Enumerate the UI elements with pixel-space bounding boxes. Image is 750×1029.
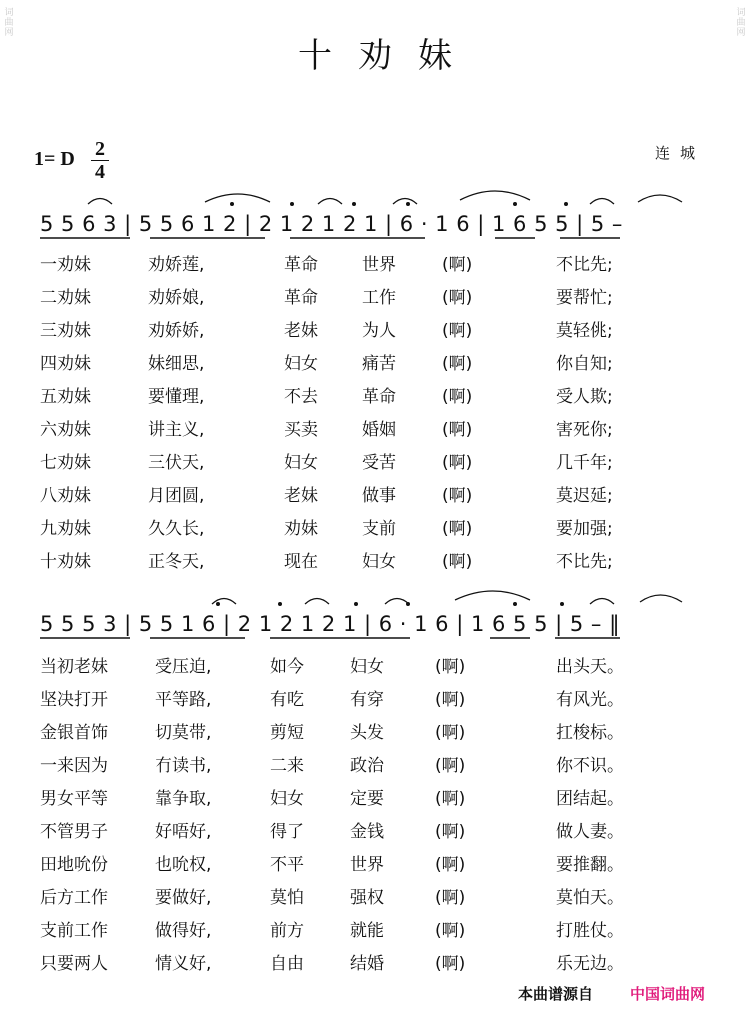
lyric-cell: 妹细思, (148, 354, 205, 374)
lyric-cell: 要推翻。 (556, 855, 624, 875)
time-signature-top: 2 (95, 138, 105, 160)
lyric-cell: (啊) (442, 321, 473, 341)
lyric-cell: 害死你; (556, 420, 613, 440)
lyric-cell: 支前 (362, 519, 396, 539)
lyric-cell: 扛梭标。 (556, 723, 624, 743)
slur (638, 195, 682, 202)
lyric-cell: 头发 (350, 723, 384, 743)
slur (455, 591, 530, 600)
lyric-cell: 三伏天, (148, 453, 205, 473)
lyric-cell: 出头天。 (556, 657, 624, 677)
key-signature: 1= D (34, 148, 75, 170)
lyric-cell: 世界 (362, 255, 396, 275)
lyric-cell: 四劝妹 (40, 354, 91, 374)
lyric-cell: (啊) (435, 954, 466, 974)
slur (305, 599, 329, 605)
lyric-cell: 二劝妹 (40, 288, 91, 308)
lyric-cell: (啊) (435, 888, 466, 908)
lyric-cell: (啊) (442, 486, 473, 506)
lyric-cell: 金钱 (350, 822, 384, 842)
slur (460, 191, 530, 200)
lyric-cell: 定要 (350, 789, 384, 809)
high-dot (230, 202, 234, 206)
slur (205, 194, 270, 202)
lyric-cell: 妇女 (350, 657, 384, 677)
lyric-cell: 妇女 (284, 453, 318, 473)
lyric-cell: 做事 (362, 486, 396, 506)
lyric-cell: 剪短 (270, 723, 304, 743)
high-dot (564, 202, 568, 206)
lyric-cell: 婚姻 (362, 420, 396, 440)
lyric-cell: (啊) (442, 519, 473, 539)
lyric-cell: 为人 (362, 321, 396, 341)
lyric-cell: 前方 (270, 921, 304, 941)
lyric-cell: 切莫带, (155, 723, 212, 743)
high-dot (560, 602, 564, 606)
lyric-cell: 自由 (270, 954, 304, 974)
lyric-cell: 田地吮份 (40, 855, 108, 875)
lyric-cell: (啊) (442, 354, 473, 374)
lyric-cell: 一劝妹 (40, 255, 91, 275)
lyric-cell: 强权 (350, 888, 384, 908)
lyric-cell: 做得好, (155, 921, 212, 941)
lyric-cell: 劝娇娘, (148, 288, 205, 308)
source-label: 本曲谱源自 (518, 985, 594, 1003)
lyric-cell: 你不识。 (556, 756, 624, 776)
slur (393, 199, 417, 205)
lyric-cell: 十劝妹 (40, 552, 91, 572)
high-dot (278, 602, 282, 606)
slur (318, 199, 342, 205)
lyric-cell: 要加强; (556, 519, 613, 539)
lyric-cell: 三劝妹 (40, 321, 91, 341)
lyric-cell: 月团圆, (148, 486, 205, 506)
lyric-cell: 老妹 (284, 321, 318, 341)
lyric-cell: (啊) (442, 552, 473, 572)
lyric-cell: 革命 (284, 255, 318, 275)
lyric-cell: 革命 (284, 288, 318, 308)
lyric-cell: 正冬天, (148, 552, 205, 572)
lyric-cell: 劝娇娇, (148, 321, 205, 341)
lyric-cell: (啊) (435, 657, 466, 677)
lyric-cell: (啊) (442, 387, 473, 407)
lyric-cell: 靠争取, (155, 789, 212, 809)
lyric-cell: (啊) (442, 288, 473, 308)
lyric-cell: 支前工作 (40, 921, 108, 941)
lyric-cell: 后方工作 (40, 888, 108, 908)
lyric-cell: 要做好, (155, 888, 212, 908)
lyric-cell: 讲主义, (148, 420, 205, 440)
lyric-cell: 受苦 (362, 453, 396, 473)
high-dot (290, 202, 294, 206)
lyric-cell: 好唔好, (155, 822, 212, 842)
lyric-cell: 八劝妹 (40, 486, 91, 506)
lyric-cell: (啊) (442, 420, 473, 440)
slur (640, 595, 682, 602)
lyric-cell: 七劝妹 (40, 453, 91, 473)
lyric-cell: 六劝妹 (40, 420, 91, 440)
lyric-cell: 政治 (350, 756, 384, 776)
slur (590, 199, 614, 205)
lyric-cell: 不比先; (556, 552, 613, 572)
lyric-cell: 革命 (362, 387, 396, 407)
lyric-cell: 不比先; (556, 255, 613, 275)
slur (590, 599, 614, 605)
lyric-cell: 团结起。 (556, 789, 624, 809)
high-dot (406, 602, 410, 606)
lyric-cell: 有风光。 (556, 690, 624, 710)
lyric-cell: 乐无边。 (556, 954, 624, 974)
lyric-cell: 要帮忙; (556, 288, 613, 308)
staff1-notes: 5 5 6 3 | 5 5 6 1 2 | 2 1 2 1 2 1 | 6 · 1 6 | 1 6 5 5 | 5 – (40, 212, 623, 236)
lyric-cell: 平等路, (155, 690, 212, 710)
lyric-cell: 有吃 (270, 690, 304, 710)
time-signature-bottom: 4 (95, 161, 105, 183)
lyric-cell: (啊) (442, 453, 473, 473)
lyric-cell: 如今 (270, 657, 304, 677)
lyric-cell: 也吮权, (155, 855, 212, 875)
lyric-cell: 五劝妹 (40, 387, 91, 407)
lyric-cell: 莫怕 (270, 888, 304, 908)
lyric-cell: 妇女 (362, 552, 396, 572)
lyric-cell: 打胜仗。 (556, 921, 624, 941)
lyric-cell: 就能 (350, 921, 384, 941)
lyric-cell: 只要两人 (40, 954, 108, 974)
lyric-cell: 受人欺; (556, 387, 613, 407)
song-title: 十劝妹 (298, 36, 478, 76)
slur (212, 599, 236, 605)
slur (385, 599, 409, 605)
lyric-cell: (啊) (435, 855, 466, 875)
lyric-cell: 受压迫, (155, 657, 212, 677)
lyric-cell: 九劝妹 (40, 519, 91, 539)
lyric-cell: 工作 (362, 288, 396, 308)
slur (88, 199, 112, 205)
lyric-cell: 老妹 (284, 486, 318, 506)
lyric-cell: 劝妹 (284, 519, 318, 539)
lyric-cell: (啊) (435, 822, 466, 842)
high-dot (406, 202, 410, 206)
lyric-cell: 不平 (270, 855, 304, 875)
high-dot (513, 202, 517, 206)
lyric-cell: (啊) (435, 723, 466, 743)
lyric-cell: 痛苦 (362, 354, 396, 374)
lyric-cell: 有穿 (350, 690, 384, 710)
lyric-cell: 做人妻。 (556, 822, 624, 842)
lyric-cell: 莫轻佻; (556, 321, 613, 341)
lyric-cell: 结婚 (350, 954, 384, 974)
lyric-cell: 得了 (270, 822, 304, 842)
lyric-cell: 妇女 (270, 789, 304, 809)
lyric-cell: 几千年; (556, 453, 613, 473)
high-dot (354, 602, 358, 606)
high-dot (216, 602, 220, 606)
lyric-cell: 久久长, (148, 519, 205, 539)
lyric-cell: 莫怕天。 (556, 888, 624, 908)
lyric-cell: 当初老妹 (40, 657, 108, 677)
lyric-cell: 冇读书, (155, 756, 212, 776)
lyric-cell: 妇女 (284, 354, 318, 374)
watermark-left-1: 词曲网 (4, 8, 14, 38)
staff2-notes: 5 5 5 3 | 5 5 1 6 | 2 1 2 1 2 1 | 6 · 1 6 | 1 6 5 5 | 5 – ‖ (40, 612, 621, 636)
lyric-cell: (啊) (435, 756, 466, 776)
lyric-cell: 情义好, (155, 954, 212, 974)
lyric-cell: 男女平等 (40, 789, 108, 809)
lyric-cell: 买卖 (284, 420, 318, 440)
lyric-cell: 现在 (284, 552, 318, 572)
high-dot (513, 602, 517, 606)
watermark-right-1: 词曲网 (736, 8, 746, 38)
lyric-cell: 二来 (270, 756, 304, 776)
lyric-cell: 金银首饰 (40, 723, 108, 743)
lyric-cell: 世界 (350, 855, 384, 875)
lyric-cell: (啊) (442, 255, 473, 275)
lyric-cell: 要懂理, (148, 387, 205, 407)
lyric-cell: (啊) (435, 690, 466, 710)
source-brand-link[interactable]: 中国词曲网 (630, 985, 706, 1003)
lyric-cell: (啊) (435, 921, 466, 941)
lyric-cell: (啊) (435, 789, 466, 809)
high-dot (352, 202, 356, 206)
lyric-cell: 劝娇莲, (148, 255, 205, 275)
lyric-cell: 你自知; (556, 354, 613, 374)
lyric-cell: 不管男子 (40, 822, 108, 842)
lyric-cell: 坚决打开 (40, 690, 108, 710)
lyric-cell: 莫迟延; (556, 486, 613, 506)
lyric-cell: 一来因为 (40, 756, 108, 776)
lyric-cell: 不去 (284, 387, 318, 407)
composer: 连城 (655, 144, 706, 162)
